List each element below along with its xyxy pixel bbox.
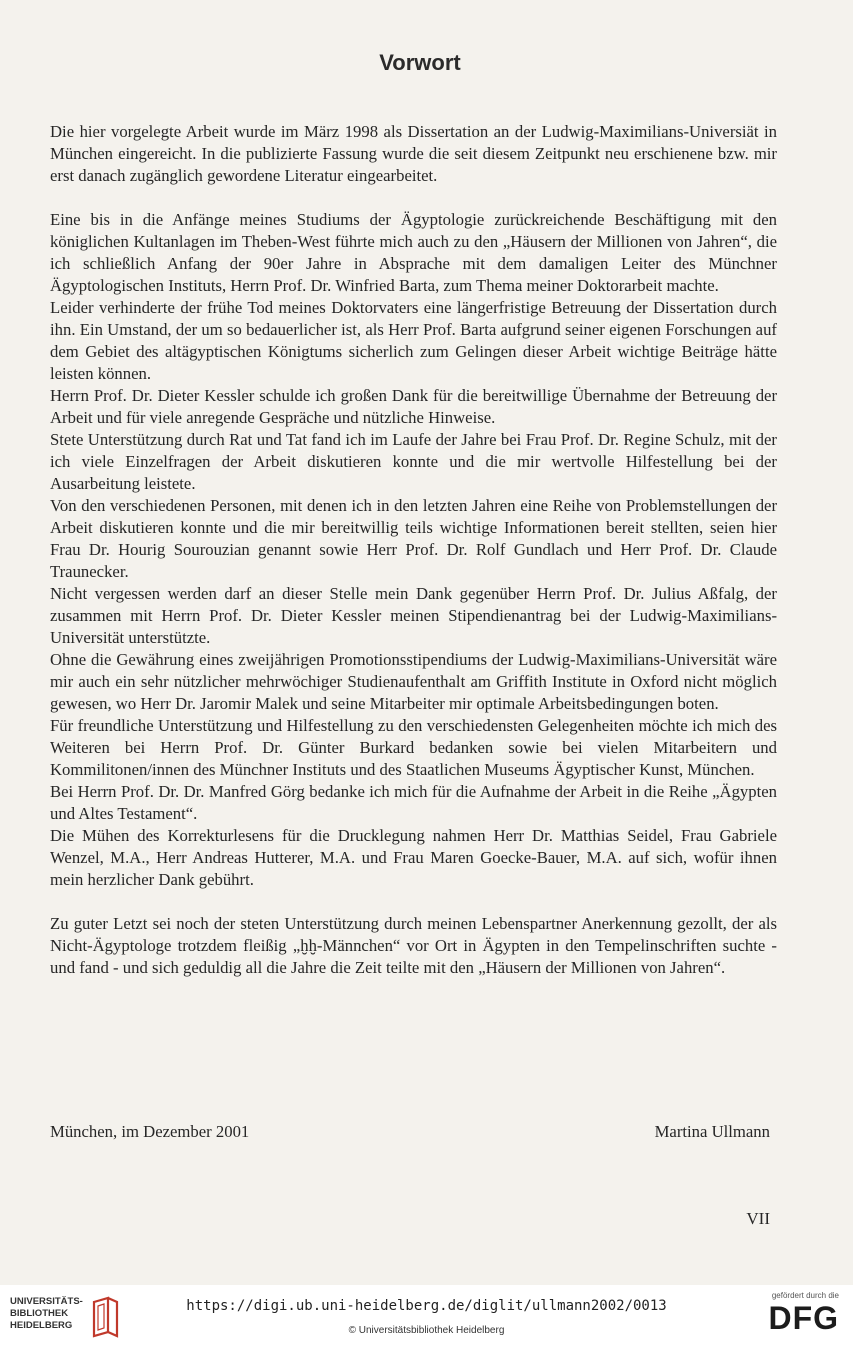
dfg-tagline: gefördert durch die (771, 1291, 839, 1300)
library-logo-line: UNIVERSITÄTS- (10, 1296, 83, 1307)
dfg-wordmark: DFG (768, 1300, 839, 1336)
library-logo-line: HEIDELBERG (10, 1320, 73, 1331)
page-title: Vorwort (379, 50, 461, 75)
copyright-notice: © Universitätsbibliothek Heidelberg (348, 1325, 505, 1336)
library-logo-line: BIBLIOTHEK (10, 1308, 69, 1319)
paragraph: Nicht vergessen werden darf an dieser Stelle mein Dank gegenüber Herrn Prof. Dr. Julius Aßfalg, der zusammen mit Herrn Prof. Dr. Dieter Kessler meinen Stipendienantrag bei der Ludwig-Maximilians-Universität unterstützte. (50, 584, 777, 647)
place-date: München, im Dezember 2001 (50, 1122, 250, 1141)
paragraph: Ohne die Gewährung eines zweijährigen Promotionsstipendiums der Ludwig-Maximilians-Universität wäre mir auch ein sehr nützlicher mehrwöchiger Studienaufenthalt am Griffith Institute in Oxford nicht möglich gewesen, wo Herr Dr. Jaromir Malek und seine Mitarbeiter mir optimale Arbeitsbedingungen boten. (50, 650, 777, 713)
paragraph: Die Mühen des Korrekturlesens für die Drucklegung nahmen Herr Dr. Matthias Seidel, Frau Gabriele Wenzel, M.A., Herr Andreas Hutterer, M.A. und Frau Maren Goecke-Bauer, M.A. auf sich, wofür ihnen mein herzlicher Dank gebührt. (50, 826, 777, 889)
paragraph: Zu guter Letzt sei noch der steten Unterstützung durch meinen Lebenspartner Anerkennung gezollt, der als Nicht-Ägyptologe trotzdem fleißig „ḫḫ-Männchen“ vor Ort in Ägypten in den Tempelinschriften suchte - und fand - und sich geduldig all die Jahre die Zeit teilte mit den „Häusern der Millionen von Jahren“. (50, 914, 777, 977)
paragraph: Leider verhinderte der frühe Tod meines Doktorvaters eine längerfristige Betreuung der Dissertation durch ihn. Ein Umstand, der um so bedauerlicher ist, als Herr Prof. Barta aufgrund seiner eigenen Forschungen auf dem Gebiet des altägyptischen Königtums sicherlich zum Gelingen dieser Arbeit wichtige Beiträge hätte leisten können. (50, 298, 777, 383)
dfg-logo[interactable] (749, 1291, 839, 1341)
author-signature: Martina Ullmann (654, 1122, 770, 1141)
paragraph: Für freundliche Unterstützung und Hilfestellung zu den verschiedensten Gelegenheiten möchte ich mich des Weiteren bei Herrn Prof. Dr. Günter Burkard bedanken sowie bei vielen Mitarbeitern und Kommilitonen/innen des Münchner Instituts und des Staatlichen Museums Ägyptischer Kunst, München. (50, 716, 777, 779)
page-number: VII (746, 1209, 770, 1228)
paragraph: Eine bis in die Anfänge meines Studiums der Ägyptologie zurückreichende Beschäftigung mit den königlichen Kultanlagen im Theben-West führte mich auch zu den „Häusern der Millionen von Jahren“, die ich schließlich Anfang der 90er Jahre in Absprache mit dem damaligen Leiter des Münchner Ägyptologischen Instituts, Herrn Prof. Dr. Winfried Barta, zum Thema meiner Doktorarbeit machte. (50, 210, 777, 295)
body-text (50, 121, 777, 979)
viewer-footer (0, 1285, 853, 1348)
permalink-url[interactable]: https://digi.ub.uni-heidelberg.de/diglit/ullmann2002/0013 (186, 1298, 667, 1314)
paragraph: Die hier vorgelegte Arbeit wurde im März 1998 als Dissertation an der Ludwig-Maximilians-Universiät in München eingereicht. In die publizierte Fassung wurde die seit diesem Zeitpunkt neu erschienene bzw. mir erst danach zugänglich gewordene Literatur eingearbeitet. (50, 122, 777, 185)
paragraph: Stete Unterstützung durch Rat und Tat fand ich im Laufe der Jahre bei Frau Prof. Dr. Regine Schulz, mit der ich viele Einzelfragen der Arbeit diskutieren konnte und die mir wertvolle Hilfestellung bei der Ausarbeitung leistete. (50, 430, 777, 493)
paragraph: Herrn Prof. Dr. Dieter Kessler schulde ich großen Dank für die bereitwillige Übernahme der Betreuung der Arbeit und für viele anregende Gespräche und nützliche Hinweise. (50, 386, 777, 427)
paragraph: Von den verschiedenen Personen, mit denen ich in den letzten Jahren eine Reihe von Problemstellungen der Arbeit diskutieren konnte und die mir bereitwillig teils wichtige Informationen bereit stellten, seien hier Frau Dr. Hourig Sourouzian genannt sowie Herr Prof. Dr. Rolf Gundlach und Herr Prof. Dr. Claude Traunecker. (50, 496, 777, 581)
paragraph: Bei Herrn Prof. Dr. Dr. Manfred Görg bedanke ich mich für die Aufnahme der Arbeit in die Reihe „Ägypten und Altes Testament“. (50, 782, 777, 823)
